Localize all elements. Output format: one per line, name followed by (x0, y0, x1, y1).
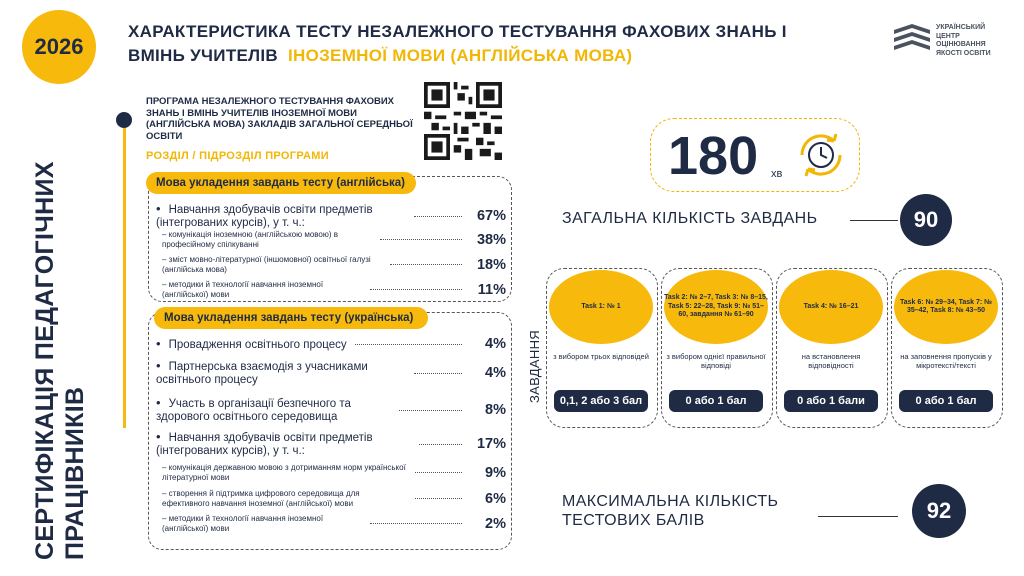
task-list: Task 2: № 2–7, Task 3: № 8–15, Task 5: 22–28, Task 9: № 51–60, завдання № 61–90 (664, 270, 768, 344)
clock-icon (794, 128, 848, 182)
score-badge: 0 або 1 бал (899, 390, 993, 412)
section-label: РОЗДІЛ / ПІДРОЗДІЛ ПРОГРАМИ (146, 150, 329, 162)
row-text: • Провадження освітнього процесу (156, 337, 347, 352)
row-percent: 8% (485, 402, 506, 418)
leader-dots (355, 344, 462, 345)
title-highlight: ІНОЗЕМНОЇ МОВИ (АНГЛІЙСЬКА МОВА) (287, 46, 633, 65)
logo-mark-icon (892, 22, 932, 58)
time-value: 180 (668, 126, 759, 186)
list-item (156, 489, 506, 508)
task-description: на встановлення відповідності (801, 352, 861, 370)
side-title: СЕРТИФІКАЦІЯ ПЕДАГОГІЧНИХ ПРАЦІВНИКІВ (31, 161, 89, 560)
score-badge: 0 або 1 бал (669, 390, 763, 412)
leader-dots (370, 289, 462, 290)
row-percent: 17% (476, 436, 506, 452)
list-item (156, 202, 506, 230)
total-tasks-label: ЗАГАЛЬНА КІЛЬКІСТЬ ЗАВДАНЬ (562, 210, 818, 227)
row-percent: 6% (485, 490, 506, 507)
list-item (156, 359, 506, 387)
title-main: ХАРАКТЕРИСТИКА ТЕСТУ НЕЗАЛЕЖНОГО ТЕСТУВАННЯ ФАХОВИХ ЗНАНЬ І ВМІНЬ УЧИТЕЛІВ (128, 22, 787, 65)
row-percent: 4% (485, 365, 506, 381)
year-badge: 2026 (22, 10, 96, 84)
task-description: з вибором трьох відповідей (553, 352, 649, 361)
list-item (156, 514, 506, 533)
leader-dots (419, 444, 462, 445)
list-item (156, 230, 506, 249)
row-percent: 18% (476, 256, 506, 273)
task-description: на заповнення пропусків у мікротексті/тексті (900, 352, 992, 370)
list-item (156, 430, 506, 458)
logo-text: УКРАЇНСЬКИЙ ЦЕНТР ОЦІНЮВАННЯ ЯКОСТІ ОСВІТИ (936, 24, 991, 57)
row-text: • Навчання здобувачів освіти предметів (інтегрованих курсів), у т. ч.: (156, 202, 406, 230)
score-badge: 0,1, 2 або 3 бал (554, 390, 648, 412)
list-item (156, 336, 506, 352)
max-score-label: МАКСИМАЛЬНА КІЛЬКІСТЬ ТЕСТОВИХ БАЛІВ (562, 493, 779, 529)
list-item (156, 280, 506, 299)
task-list: Task 1: № 1 (549, 270, 653, 344)
english-block-label: Мова укладення завдань тесту (англійська) (146, 172, 416, 194)
leader-dots (390, 264, 462, 265)
time-unit: хв (771, 168, 783, 180)
task-list: Task 4: № 16–21 (779, 270, 883, 344)
row-percent: 38% (476, 231, 506, 248)
list-item (156, 396, 506, 424)
leader-dots (414, 216, 462, 217)
row-text: • Навчання здобувачів освіти предметів (інтегрованих курсів), у т. ч.: (156, 430, 411, 458)
row-percent: 9% (485, 464, 506, 481)
leader-dots (399, 410, 462, 411)
row-text: – методики й технології навчання іноземної (англійської) мови (162, 514, 324, 533)
row-text: • Партнерська взаємодія з учасниками освітнього процесу (156, 359, 406, 387)
leader-dots (415, 472, 462, 473)
task-list: Task 6: № 29–34, Task 7: № 35–42, Task 8: № 43–50 (894, 270, 998, 344)
list-item (156, 463, 506, 482)
connector-line (818, 516, 898, 517)
row-text: – комунікація іноземною (англійською мовою) в професійному спілкуванні (162, 230, 339, 249)
qr-code-icon[interactable] (424, 82, 502, 160)
program-title: ПРОГРАМА НЕЗАЛЕЖНОГО ТЕСТУВАННЯ ФАХОВИХ ЗНАНЬ І ВМІНЬ УЧИТЕЛІВ ІНОЗЕМНОЇ МОВИ (АНГЛІЙСЬКА МОВА) ЗАКЛАДІВ ЗАГАЛЬНОЇ СЕРЕДНЬОЇ ОСВІТИ (146, 96, 413, 142)
row-text: • Участь в організації безпечного та здорового освітнього середовища (156, 396, 391, 424)
leader-dots (380, 239, 462, 240)
leader-dots (415, 498, 462, 499)
tasks-label: ЗАВДАННЯ (527, 330, 542, 403)
row-percent: 4% (485, 336, 506, 352)
list-item (156, 255, 506, 274)
row-text: – комунікація державною мовою з дотриманням норм української літературної мови (162, 463, 406, 482)
connector-line (850, 220, 898, 221)
timeline-dot (116, 112, 132, 128)
task-description: з вибором однієї правильної відповіді (666, 352, 766, 370)
leader-dots (414, 373, 462, 374)
page-title (128, 20, 808, 68)
row-text: – методики й технології навчання іноземної (англійської) мови (162, 280, 324, 299)
row-percent: 67% (476, 208, 506, 224)
score-badge: 0 або 1 бали (784, 390, 878, 412)
row-percent: 2% (485, 515, 506, 532)
ukrainian-block-label: Мова укладення завдань тесту (українська) (154, 307, 428, 329)
row-text: – зміст мовно-літературної (іншомовної) освітньої галузі (англійська мова) (162, 255, 371, 274)
max-score-value: 92 (912, 484, 966, 538)
row-text: – створення й підтримка цифрового середовища для ефективного навчання іноземної (англійської) мови (162, 489, 360, 508)
logo (892, 22, 1012, 62)
row-percent: 11% (477, 281, 506, 298)
leader-dots (370, 523, 462, 524)
total-tasks-value: 90 (900, 194, 952, 246)
timeline-line (123, 128, 126, 428)
